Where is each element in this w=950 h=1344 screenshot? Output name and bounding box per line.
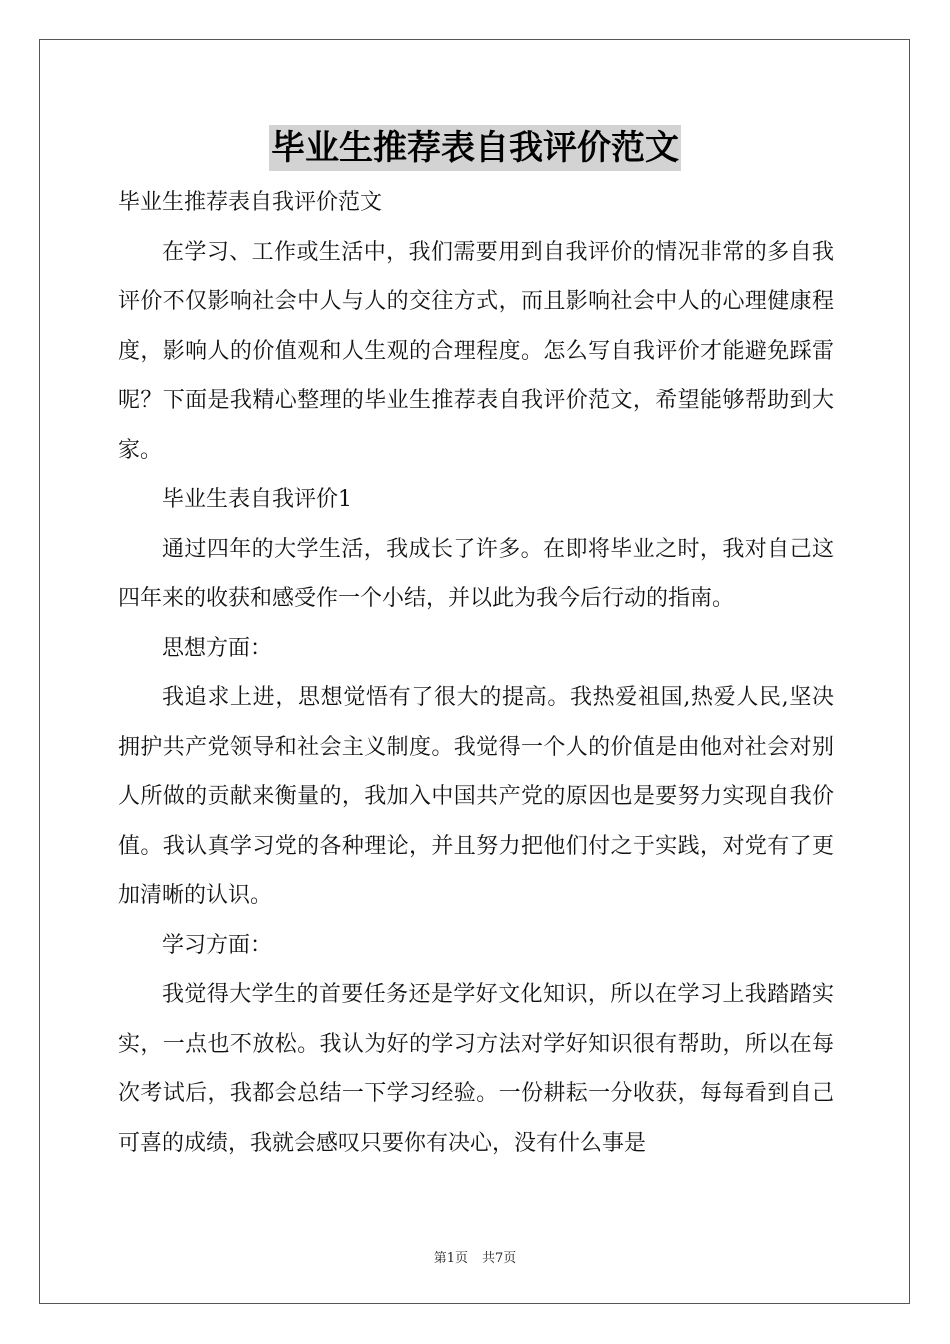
document-body <box>118 178 834 1168</box>
paragraph: 我追求上进，思想觉悟有了很大的提高。我热爱祖国,热爱人民,坚决拥护共产党领导和社会主义制度。我觉得一个人的价值是由他对社会对别人所做的贡献来衡量的，我加入中国共产党的原因也是要努力实现自我价值。我认真学习党的各种理论，并且努力把他们付之于实践，对党有了更加清晰的认识。 <box>118 685 834 908</box>
document-title: 毕业生推荐表自我评价范文 <box>269 125 681 171</box>
paragraph: 毕业生推荐表自我评价范文 <box>118 190 383 215</box>
section-heading: 学习方面： <box>162 932 273 958</box>
title-area <box>0 125 950 171</box>
section-heading: 毕业生表自我评价1 <box>162 487 352 512</box>
page-count: 共7页 <box>482 1251 517 1266</box>
page-footer <box>0 1247 950 1266</box>
section-heading: 思想方面： <box>162 635 273 661</box>
paragraph: 我觉得大学生的首要任务还是学好文化知识，所以在学习上我踏踏实实，一点也不放松。我认为好的学习方法对学好知识很有帮助，所以在每次考试后，我都会总结一下学习经验。一份耕耘一分收获，每每看到自己可喜的成绩，我就会感叹只要你有决心，没有什么事是 <box>118 982 834 1156</box>
page-number: 第1页 <box>433 1251 468 1266</box>
paragraph: 通过四年的大学生活，我成长了许多。在即将毕业之时，我对自己这四年来的收获和感受作一个小结，并以此为我今后行动的指南。 <box>118 536 834 611</box>
paragraph: 在学习、工作或生活中，我们需要用到自我评价的情况非常的多自我评价不仅影响社会中人与人的交往方式，而且影响社会中人的心理健康程度，影响人的价值观和人生观的合理程度。怎么写自我评价才能避免踩雷呢？下面是我精心整理的毕业生推荐表自我评价范文，希望能够帮助到大家。 <box>118 239 834 463</box>
